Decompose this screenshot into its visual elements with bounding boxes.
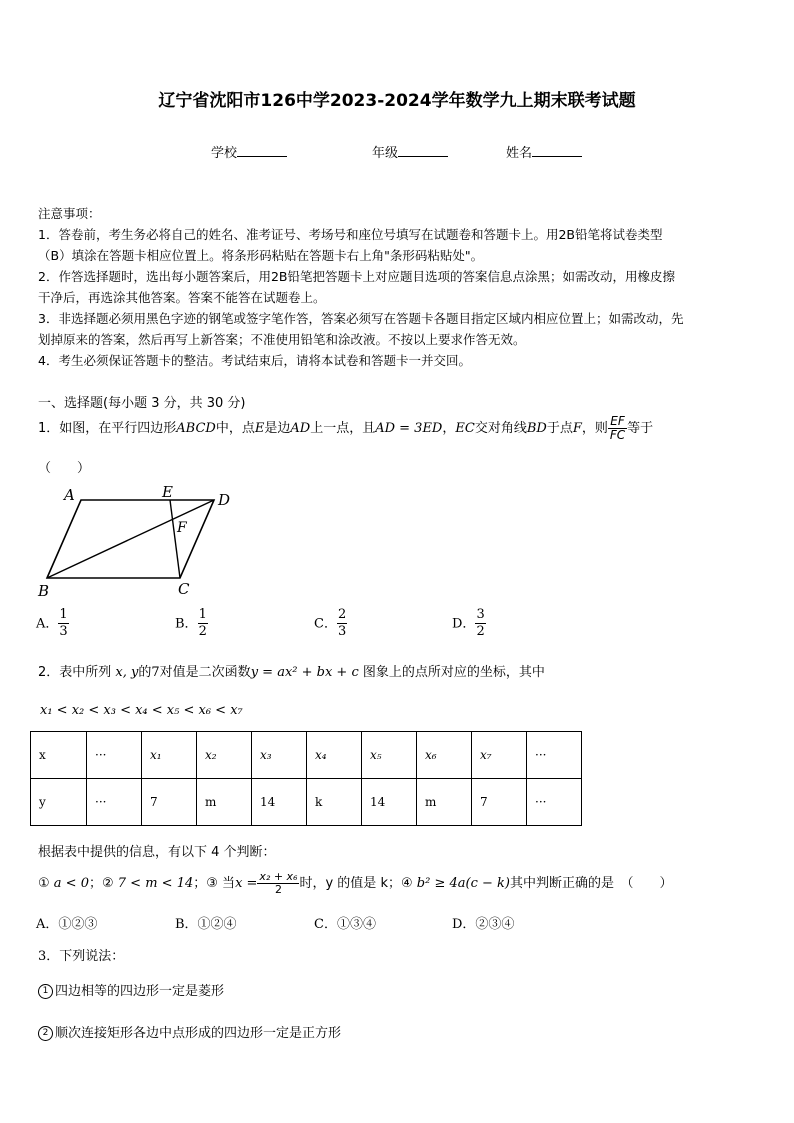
q2-text: 2．表中所列 (38, 665, 112, 680)
separator: ④ (400, 876, 413, 891)
table-cell: ··· (527, 732, 582, 779)
q3-item-text: 四边相等的四边形一定是菱形 (55, 984, 225, 999)
section-heading: 一、选择题(每小题 3 分，共 30 分) (38, 396, 246, 411)
option-label: A． (36, 616, 59, 632)
table-cell: x₇ (472, 732, 527, 779)
grade-label: 年级 (372, 146, 399, 161)
fraction-denominator: 2 (274, 883, 282, 896)
q1-text: 中，点 (215, 421, 255, 436)
label-b: B (38, 582, 50, 600)
table-cell: 14 (252, 779, 307, 826)
judgement-4: b² ≥ 4a(c − k) (416, 876, 510, 891)
q1-abcd: ABCD (176, 421, 216, 436)
name-field[interactable] (506, 142, 582, 161)
question-3-heading: 3．下列说法： (38, 949, 125, 964)
q2-option-b[interactable]: B．①②④ (175, 917, 237, 932)
fraction-numerator: x₂ + x₆ (259, 869, 298, 883)
option-fraction (58, 607, 68, 641)
grade-field[interactable] (372, 142, 448, 161)
separator: ；③ (193, 876, 218, 891)
label-a: A (64, 486, 75, 504)
label-f: F (177, 520, 187, 536)
q2-seven: 7 (151, 665, 160, 680)
circled-number: 1 (38, 984, 53, 999)
q1-option-d[interactable] (452, 607, 486, 641)
table-cell: x₅ (362, 732, 417, 779)
name-label: 姓名 (506, 146, 533, 161)
table-cell: m (417, 779, 472, 826)
q1-answer-paren: （ ） (38, 461, 91, 476)
q3-item-1 (38, 980, 224, 999)
notes-heading: 注意事项： (38, 206, 101, 221)
table-cell: ··· (87, 779, 142, 826)
judgement-2: 7 < m < 14 (117, 876, 194, 891)
option-label: B． (175, 616, 198, 632)
q1-ad: AD (290, 421, 311, 436)
fraction-numerator: 2 (337, 607, 347, 624)
table-cell: x (31, 732, 87, 779)
table-row-y (31, 779, 582, 826)
table-cell: x₄ (307, 732, 362, 779)
q2-xy: x, y (115, 665, 139, 680)
q3-item-text: 顺次连接矩形各边中点形成的四边形一定是正方形 (55, 1026, 342, 1041)
table-cell: 7 (472, 779, 527, 826)
table-cell: 7 (142, 779, 197, 826)
label-e: E (162, 484, 173, 501)
question-2-stem (38, 661, 545, 680)
fraction-numerator: 3 (475, 607, 485, 624)
fraction-numerator: EF (608, 415, 627, 429)
option-fraction (198, 607, 208, 641)
q2-text: 对值是二次函数 (159, 665, 251, 680)
label-c: C (178, 580, 190, 598)
fraction-denominator: 2 (198, 624, 207, 640)
school-field[interactable] (211, 142, 287, 161)
q1-ad-eq: AD = 3ED (375, 421, 443, 436)
note-line: 划掉原来的答案，然后再写上新答案；不准使用铅笔和涂改液。不按以上要求作答无效。 (38, 332, 526, 347)
q2-function: y = ax² + bx + c (250, 665, 359, 680)
fraction-denominator: 3 (337, 624, 347, 640)
question-1-stem (38, 412, 653, 446)
judgement-3-x: x = (235, 876, 258, 891)
q1-bd: BD (526, 421, 547, 436)
q2-text: 图象上的点所对应的坐标，其中 (362, 665, 545, 680)
fraction-numerator: 1 (58, 607, 68, 624)
grade-blank[interactable] (398, 144, 448, 157)
judgement-3-tail: 时，y 的值是 k； (299, 876, 401, 891)
note-line: 3．非选择题必须用黑色字迹的钢笔或签字笔作答，答案必须写在答题卡各题目指定区域内相应位置上；如需改动，先 (38, 311, 684, 326)
q1-e: E (254, 421, 265, 436)
q1-ratio-fraction (608, 415, 627, 442)
fraction-numerator: 1 (198, 607, 208, 624)
q2-option-d[interactable]: D．②③④ (452, 917, 515, 932)
q1-text: 是边 (264, 421, 291, 436)
q1-text: 1．如图，在平行四边形 (38, 421, 177, 436)
note-line: 4．考生必须保证答题卡的整洁。考试结束后，请将本试卷和答题卡一并交回。 (38, 353, 471, 368)
q1-text: ， (442, 421, 456, 436)
diagonal-bd (47, 500, 214, 578)
label-d: D (218, 491, 231, 509)
q1-text: 上一点，且 (310, 421, 376, 436)
q2-value-table (30, 731, 582, 826)
table-cell: ··· (87, 732, 142, 779)
school-label: 学校 (211, 146, 238, 161)
q1-ec: EC (455, 421, 475, 436)
q1-option-a[interactable] (36, 607, 69, 641)
q2-info: 根据表中提供的信息，有以下 4 个判断： (38, 845, 276, 860)
q2-judgements (38, 866, 672, 902)
q3-item-2 (38, 1022, 341, 1041)
fraction-denominator: FC (609, 428, 626, 442)
separator: ；② (88, 876, 114, 891)
option-label: D． (452, 616, 476, 632)
fraction-denominator: 3 (59, 624, 68, 640)
note-line: 2．作答选择题时，选出每小题答案后，用2B铅笔把答题卡上对应题目选项的答案信息点涂黑；如需改动，用橡皮擦 (38, 269, 675, 284)
q1-f: F (572, 421, 582, 436)
table-cell: k (307, 779, 362, 826)
parallelogram-figure (34, 484, 234, 602)
school-blank[interactable] (237, 144, 287, 157)
q1-text: ，则 (581, 421, 608, 436)
q1-text: 于点 (546, 421, 573, 436)
option-fraction (475, 607, 485, 641)
judgement-3-text: 当 (222, 876, 236, 891)
table-row-x (31, 732, 582, 779)
page-title: 辽宁省沈阳市126中学2023-2024学年数学九上期末联考试题 (158, 91, 636, 111)
name-blank[interactable] (532, 144, 582, 157)
table-cell: m (197, 779, 252, 826)
note-line: （B）填涂在答题卡相应位置上。将条形码粘贴在答题卡右上角"条形码粘贴处"。 (38, 248, 484, 263)
table-cell: y (31, 779, 87, 826)
option-fraction (337, 607, 347, 641)
judgement-tail: 其中判断正确的是 （ ） (509, 876, 673, 891)
table-cell: x₁ (142, 732, 197, 779)
note-line: 干净后，再选涂其他答案。答案不能答在试题卷上。 (38, 290, 326, 305)
q1-text: 交对角线 (474, 421, 527, 436)
note-line: 1．答卷前，考生务必将自己的姓名、准考证号、考场号和座位号填写在试题卷和答题卡上。用2B铅笔将试卷类型 (38, 227, 663, 242)
judgement-1-mark: ① (38, 876, 50, 891)
table-cell: x₃ (252, 732, 307, 779)
table-cell: x₂ (197, 732, 252, 779)
fraction-denominator: 2 (476, 624, 485, 640)
q1-option-c[interactable] (314, 607, 347, 641)
q2-option-c[interactable]: C．①③④ (314, 917, 376, 932)
segment-ec (170, 500, 180, 578)
option-label: C． (314, 616, 337, 632)
table-cell: 14 (362, 779, 417, 826)
judgement-3-fraction (257, 871, 299, 896)
table-cell: ··· (527, 779, 582, 826)
circled-number: 2 (38, 1026, 53, 1041)
judgement-1: a < 0 (53, 876, 89, 891)
q1-text: 等于 (627, 421, 654, 436)
q1-option-b[interactable] (175, 607, 208, 641)
q2-option-a[interactable]: A．①②③ (36, 917, 98, 932)
q2-text: 的 (138, 665, 152, 680)
table-cell: x₆ (417, 732, 472, 779)
q2-inequality: x₁ < x₂ < x₃ < x₄ < x₅ < x₆ < x₇ (40, 703, 243, 718)
